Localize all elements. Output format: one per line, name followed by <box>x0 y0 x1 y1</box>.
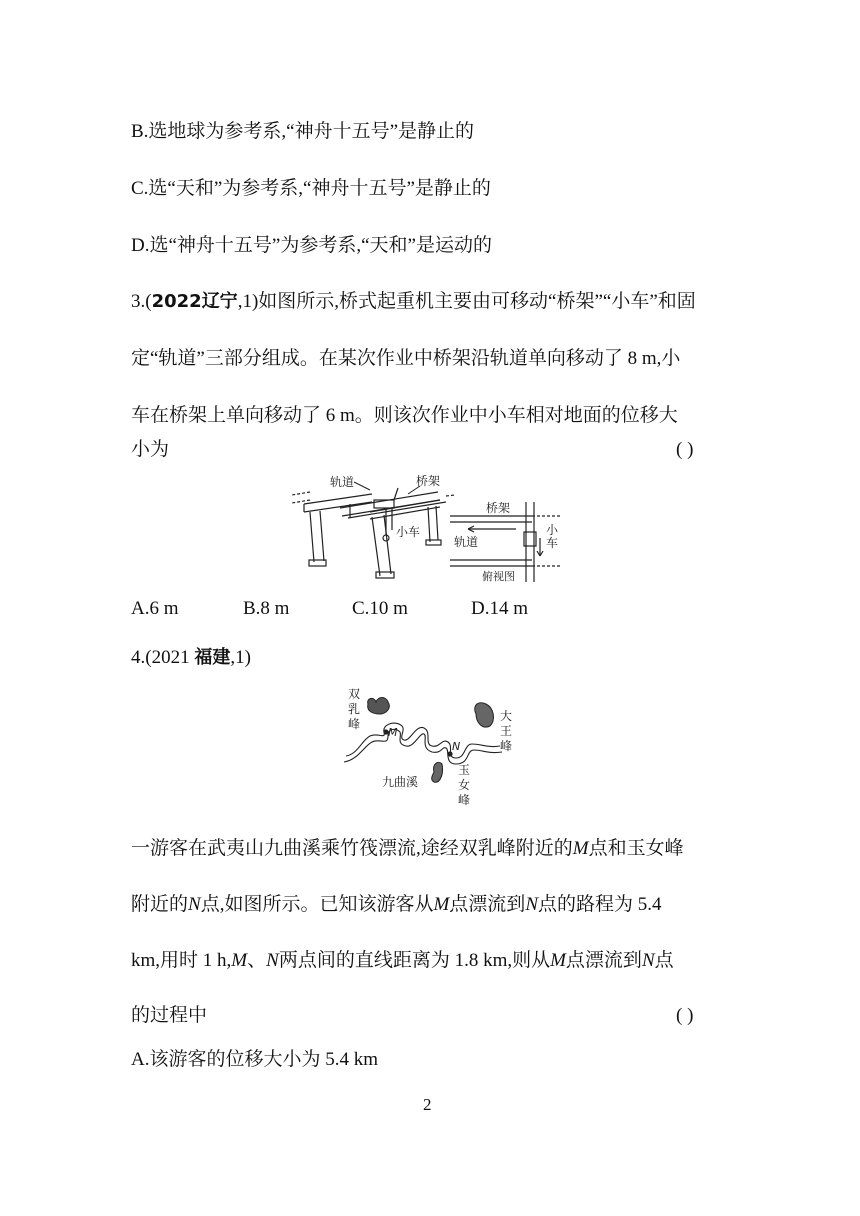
q4-line3-part-d: 点漂流到 <box>565 950 642 971</box>
q3-source-region: 辽宁 <box>201 291 238 312</box>
q4-stem-line-4: 的过程中 <box>131 1005 208 1026</box>
q3-option-a: A.6 m <box>131 598 179 619</box>
q4-line3-part-a: km,用时 1 h, <box>131 950 232 971</box>
q4-label-yunv-2: 女 <box>458 778 471 792</box>
q4-label-dawang-3: 峰 <box>500 739 513 753</box>
q4-label-shuangru-1: 双 <box>348 687 361 701</box>
q3-topview-label-track: 轨道 <box>454 535 479 549</box>
q3-source-year: 2022 <box>151 291 202 312</box>
q4-option-a: A.该游客的位移大小为 5.4 km <box>131 1049 379 1070</box>
q4-line3-n2: N <box>641 950 655 971</box>
q4-stem-line-1 <box>131 836 684 862</box>
q2-option-b: B.选地球为参考系,“神舟十五号”是静止的 <box>131 121 475 142</box>
q4-label-shuangru-2: 乳 <box>348 702 361 716</box>
q4-line3-part-c: 两点间的直线距离为 1.8 km,则从 <box>278 950 551 971</box>
q4-line2-n: N <box>188 894 201 915</box>
q3-label-track: 轨道 <box>330 475 355 489</box>
q4-peak-dawang-shape <box>475 703 494 727</box>
q3-topview-label-bridge: 桥架 <box>486 501 511 515</box>
q3-option-d: D.14 m <box>471 598 528 619</box>
q3-label-cart: 小车 <box>396 525 421 539</box>
q3-topview-label-cart-2: 车 <box>546 536 559 550</box>
q2-option-d: D.选“神舟十五号”为参考系,“天和”是运动的 <box>131 235 492 256</box>
q4-line2-part-a: 附近的 <box>131 894 189 915</box>
q3-option-b: B.8 m <box>243 598 290 619</box>
q4-label-shuangru-3: 峰 <box>348 717 361 731</box>
q2-option-c: C.选“天和”为参考系,“神舟十五号”是静止的 <box>131 178 491 199</box>
q4-stream-map-figure <box>340 684 520 810</box>
q3-stem-line-3: 车在桥架上单向移动了 6 m。则该次作业中小车相对地面的位移大 <box>131 405 678 426</box>
q4-line2-part-d: 点的路程为 5.4 <box>538 894 662 915</box>
q4-line3-part-b: 、 <box>247 950 267 971</box>
q4-source-region: 福建 <box>194 647 231 668</box>
q4-number: 4.(2021 <box>131 647 195 668</box>
q4-source-index: ,1) <box>230 647 251 668</box>
q3-stem-line-2: 定“轨道”三部分组成。在某次作业中桥架沿轨道单向移动了 8 m,小 <box>131 348 681 369</box>
q4-line1-part-b: 点和玉女峰 <box>588 838 684 859</box>
q4-label-stream: 九曲溪 <box>382 775 419 789</box>
q4-line2-n2: N <box>525 894 538 915</box>
q4-line2-m: M <box>433 894 450 915</box>
q4-label-point-m: M <box>388 726 398 739</box>
q4-peak-shuangru-shape <box>368 698 390 715</box>
q3-answer-paren: ( ) <box>676 439 694 460</box>
q3-stem-line-1 <box>131 289 696 315</box>
q3-label-bridge: 桥架 <box>416 474 441 488</box>
q4-line3-m2: M <box>550 950 566 971</box>
q4-label-yunv-1: 玉 <box>458 763 471 777</box>
q3-topview-label-cart-1: 小 <box>546 523 559 537</box>
q3-option-c: C.10 m <box>352 598 408 619</box>
q4-line2-part-b: 点,如图所示。已知该游客从 <box>200 894 434 915</box>
q3-crane-figure <box>290 472 580 584</box>
q4-label-dawang-2: 王 <box>500 724 513 738</box>
q3-stem-line-4: 小为 <box>131 439 170 460</box>
q4-line1-m: M <box>572 838 589 859</box>
q4-label-yunv-3: 峰 <box>458 793 471 807</box>
q4-line1-part-a: 一游客在武夷山九曲溪乘竹筏漂流,途经双乳峰附近的 <box>131 838 573 859</box>
q4-stem-line-2 <box>131 892 662 918</box>
q3-stem-text: 如图所示,桥式起重机主要由可移动“桥架”“小车”和固 <box>258 291 696 312</box>
q4-line3-m: M <box>231 950 248 971</box>
q3-number: 3.( <box>131 291 152 312</box>
page-number: 2 <box>423 1095 432 1114</box>
q4-label-dawang-1: 大 <box>500 709 513 723</box>
q4-stem-line-3 <box>131 948 674 974</box>
q4-line2-part-c: 点漂流到 <box>449 894 526 915</box>
q4-answer-paren: ( ) <box>676 1005 694 1026</box>
q4-line3-n: N <box>266 950 279 971</box>
q4-header <box>131 645 251 671</box>
q3-topview-caption: 俯视图 <box>482 570 515 583</box>
q3-source-index: ,1) <box>237 291 259 312</box>
q4-label-point-n: N <box>452 740 461 753</box>
q4-peak-yunv-shape <box>432 762 443 782</box>
q4-line3-part-e: 点 <box>654 950 674 971</box>
